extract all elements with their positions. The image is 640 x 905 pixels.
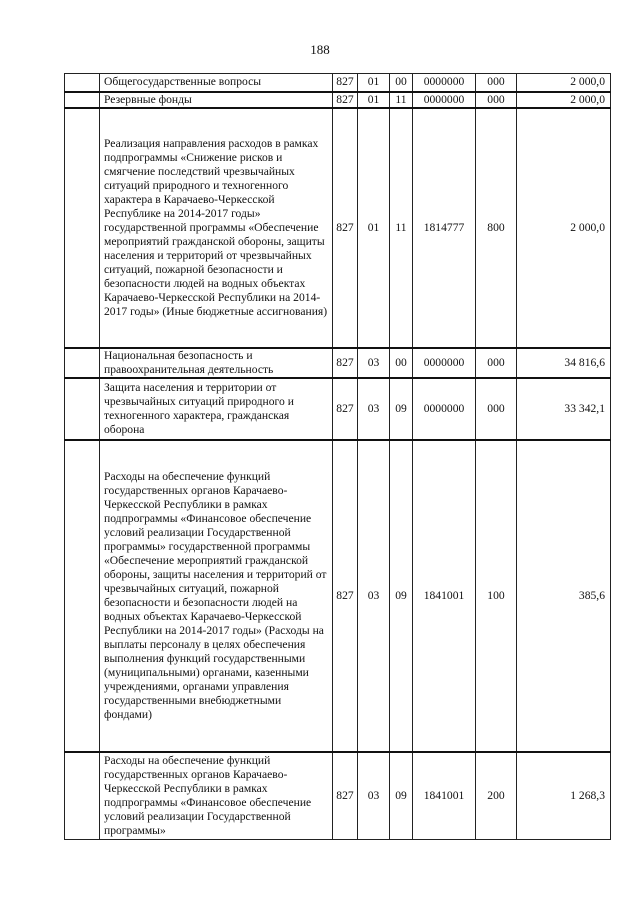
expense-type-code: 000: [476, 348, 517, 378]
row-name: Реализация направления расходов в рамках подпрограммы «Снижение рисков и смягчение последствий чрезвычайных ситуаций природного и техногенного характера в Карачаево-Черкесской Республике на 2014-2017 годы» государственной программы «Обеспечение мероприятий гражданской обороны, защиты населения и территорий от чрезвычайных ситуаций, пожарной безопасности и безопасности людей на водных объектах Карачаево-Черкесской Республики на 2014-2017 годы» (Иные бюджетные ассигнования): [100, 108, 333, 348]
amount-value: 2 000,0: [517, 74, 611, 92]
table-row: [65, 440, 611, 752]
ministry-code: 827: [333, 440, 358, 752]
amount-value: 34 816,6: [517, 348, 611, 378]
page-number: 188: [310, 42, 330, 57]
index-cell: [65, 348, 100, 378]
row-name: Расходы на обеспечение функций государственных органов Карачаево-Черкесской Республики в рамках подпрограммы «Финансовое обеспечение условий реализации Государственной программы» государственной программы «Обеспечение мероприятий гражданской обороны, защиты населения и территорий от чрезвычайных ситуаций, пожарной безопасности и безопасности людей на водных объектах Карачаево-Черкесской Республики на 2014-2017 годы» (Расходы на выплаты персоналу в целях обеспечения выполнения функций государственными (муниципальными) органами, казенными учреждениями, органами управления государственными внебюджетными фондами): [100, 440, 333, 752]
ministry-code: 827: [333, 378, 358, 440]
expense-type-code: 800: [476, 108, 517, 348]
amount-value: 2 000,0: [517, 92, 611, 108]
target-article-code: 1814777: [413, 108, 476, 348]
target-article-code: 0000000: [413, 74, 476, 92]
index-cell: [65, 92, 100, 108]
subsection-code: 09: [390, 440, 413, 752]
subsection-code: 09: [390, 378, 413, 440]
index-cell: [65, 440, 100, 752]
budget-table: [64, 73, 611, 840]
section-code: 03: [358, 348, 390, 378]
expense-type-code: 000: [476, 74, 517, 92]
section-code: 03: [358, 378, 390, 440]
table-row: [65, 378, 611, 440]
index-cell: [65, 74, 100, 92]
target-article-code: 0000000: [413, 92, 476, 108]
ministry-code: 827: [333, 348, 358, 378]
row-name: Защита населения и территории от чрезвычайных ситуаций природного и техногенного характера, гражданская оборона: [100, 378, 333, 440]
row-name: Расходы на обеспечение функций государственных органов Карачаево-Черкесской Республики в рамках подпрограммы «Финансовое обеспечение условий реализации Государственной программы»: [100, 752, 333, 840]
subsection-code: 11: [390, 108, 413, 348]
table-row: [65, 752, 611, 840]
target-article-code: 1841001: [413, 440, 476, 752]
section-code: 01: [358, 108, 390, 348]
expense-type-code: 100: [476, 440, 517, 752]
ministry-code: 827: [333, 108, 358, 348]
expense-type-code: 000: [476, 92, 517, 108]
amount-value: 33 342,1: [517, 378, 611, 440]
table-row: [65, 74, 611, 92]
table-row: [65, 108, 611, 348]
subsection-code: 09: [390, 752, 413, 840]
expense-type-code: 000: [476, 378, 517, 440]
ministry-code: 827: [333, 92, 358, 108]
section-code: 03: [358, 752, 390, 840]
amount-value: 2 000,0: [517, 108, 611, 348]
subsection-code: 00: [390, 74, 413, 92]
index-cell: [65, 752, 100, 840]
table-row: [65, 348, 611, 378]
ministry-code: 827: [333, 74, 358, 92]
row-name: Национальная безопасность и правоохранительная деятельность: [100, 348, 333, 378]
target-article-code: 1841001: [413, 752, 476, 840]
expense-type-code: 200: [476, 752, 517, 840]
amount-value: 385,6: [517, 440, 611, 752]
index-cell: [65, 108, 100, 348]
row-name: Резервные фонды: [100, 92, 333, 108]
amount-value: 1 268,3: [517, 752, 611, 840]
table-row: [65, 92, 611, 108]
index-cell: [65, 378, 100, 440]
subsection-code: 00: [390, 348, 413, 378]
row-name: Общегосударственные вопросы: [100, 74, 333, 92]
section-code: 01: [358, 74, 390, 92]
subsection-code: 11: [390, 92, 413, 108]
ministry-code: 827: [333, 752, 358, 840]
target-article-code: 0000000: [413, 348, 476, 378]
section-code: 01: [358, 92, 390, 108]
section-code: 03: [358, 440, 390, 752]
target-article-code: 0000000: [413, 378, 476, 440]
